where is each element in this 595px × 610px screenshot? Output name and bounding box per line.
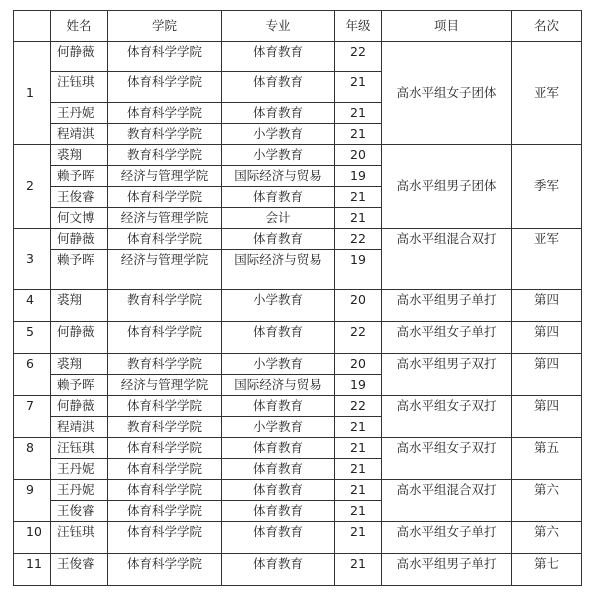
cell-event: 高水平组男子双打 xyxy=(382,354,512,396)
cell-major: 体育教育 xyxy=(222,72,335,103)
cell-grade: 21 xyxy=(335,480,382,501)
cell-grade: 21 xyxy=(335,208,382,229)
cell-no: 2 xyxy=(14,145,51,229)
cell-name: 王俊睿 xyxy=(51,554,108,586)
cell-rank: 第六 xyxy=(512,480,582,522)
cell-school: 体育科学学院 xyxy=(108,103,222,124)
cell-grade: 21 xyxy=(335,522,382,554)
cell-major: 体育教育 xyxy=(222,42,335,72)
cell-name: 何静薇 xyxy=(51,396,108,417)
cell-school: 体育科学学院 xyxy=(108,229,222,250)
cell-school: 体育科学学院 xyxy=(108,72,222,103)
cell-school: 体育科学学院 xyxy=(108,42,222,72)
cell-name: 何静薇 xyxy=(51,229,108,250)
cell-major: 体育教育 xyxy=(222,554,335,586)
cell-grade: 21 xyxy=(335,459,382,480)
cell-grade: 22 xyxy=(335,322,382,354)
cell-rank: 亚军 xyxy=(512,229,582,290)
cell-grade: 21 xyxy=(335,554,382,586)
table-row xyxy=(14,354,582,375)
cell-school: 经济与管理学院 xyxy=(108,208,222,229)
cell-grade: 19 xyxy=(335,375,382,396)
cell-school: 体育科学学院 xyxy=(108,187,222,208)
cell-event: 高水平组女子单打 xyxy=(382,522,512,554)
cell-no: 11 xyxy=(14,554,51,586)
cell-event: 高水平组女子单打 xyxy=(382,322,512,354)
cell-grade: 21 xyxy=(335,103,382,124)
cell-name: 赖予晖 xyxy=(51,375,108,396)
table-row xyxy=(14,480,582,501)
cell-major: 国际经济与贸易 xyxy=(222,375,335,396)
cell-grade: 22 xyxy=(335,396,382,417)
cell-name: 程靖淇 xyxy=(51,124,108,145)
cell-grade: 19 xyxy=(335,250,382,290)
cell-grade: 20 xyxy=(335,290,382,322)
cell-school: 体育科学学院 xyxy=(108,438,222,459)
cell-name: 王丹妮 xyxy=(51,103,108,124)
cell-grade: 20 xyxy=(335,145,382,166)
cell-name: 赖予晖 xyxy=(51,166,108,187)
cell-rank: 第四 xyxy=(512,322,582,354)
table-row xyxy=(14,522,582,554)
cell-rank: 第六 xyxy=(512,522,582,554)
cell-event: 高水平组女子双打 xyxy=(382,396,512,438)
cell-rank: 第七 xyxy=(512,554,582,586)
header-event: 项目 xyxy=(382,11,512,42)
cell-event: 高水平组男子单打 xyxy=(382,290,512,322)
cell-major: 小学教育 xyxy=(222,124,335,145)
cell-major: 体育教育 xyxy=(222,396,335,417)
cell-school: 体育科学学院 xyxy=(108,554,222,586)
header-name: 姓名 xyxy=(51,11,108,42)
cell-school: 经济与管理学院 xyxy=(108,250,222,290)
cell-major: 体育教育 xyxy=(222,322,335,354)
cell-grade: 21 xyxy=(335,124,382,145)
cell-name: 何静薇 xyxy=(51,42,108,72)
cell-name: 王丹妮 xyxy=(51,480,108,501)
cell-school: 教育科学学院 xyxy=(108,290,222,322)
cell-school: 教育科学学院 xyxy=(108,354,222,375)
cell-school: 体育科学学院 xyxy=(108,396,222,417)
cell-grade: 21 xyxy=(335,72,382,103)
cell-rank: 第四 xyxy=(512,396,582,438)
cell-grade: 21 xyxy=(335,187,382,208)
cell-no: 5 xyxy=(14,322,51,354)
cell-event: 高水平组混合双打 xyxy=(382,480,512,522)
cell-name: 王丹妮 xyxy=(51,459,108,480)
cell-major: 小学教育 xyxy=(222,290,335,322)
cell-major: 小学教育 xyxy=(222,145,335,166)
cell-grade: 21 xyxy=(335,438,382,459)
header-rank: 名次 xyxy=(512,11,582,42)
cell-grade: 22 xyxy=(335,42,382,72)
results-table-body xyxy=(14,42,582,586)
cell-major: 会计 xyxy=(222,208,335,229)
results-table xyxy=(13,10,582,586)
cell-name: 何文博 xyxy=(51,208,108,229)
cell-name: 汪钰琪 xyxy=(51,438,108,459)
cell-name: 王俊睿 xyxy=(51,501,108,522)
cell-name: 何静薇 xyxy=(51,322,108,354)
header-school: 学院 xyxy=(108,11,222,42)
cell-school: 体育科学学院 xyxy=(108,522,222,554)
cell-school: 体育科学学院 xyxy=(108,322,222,354)
cell-no: 3 xyxy=(14,229,51,290)
cell-rank: 第四 xyxy=(512,290,582,322)
cell-no: 9 xyxy=(14,480,51,522)
cell-name: 王俊睿 xyxy=(51,187,108,208)
cell-major: 体育教育 xyxy=(222,229,335,250)
cell-school: 教育科学学院 xyxy=(108,124,222,145)
cell-event: 高水平组男子团体 xyxy=(382,145,512,229)
cell-name: 汪钰琪 xyxy=(51,72,108,103)
cell-name: 汪钰琪 xyxy=(51,522,108,554)
cell-school: 教育科学学院 xyxy=(108,417,222,438)
cell-school: 经济与管理学院 xyxy=(108,166,222,187)
cell-major: 国际经济与贸易 xyxy=(222,166,335,187)
cell-school: 经济与管理学院 xyxy=(108,375,222,396)
header-row xyxy=(14,11,582,42)
table-row xyxy=(14,42,582,72)
cell-no: 8 xyxy=(14,438,51,480)
cell-name: 赖予晖 xyxy=(51,250,108,290)
cell-grade: 21 xyxy=(335,417,382,438)
cell-rank: 第四 xyxy=(512,354,582,396)
cell-no: 6 xyxy=(14,354,51,396)
cell-event: 高水平组混合双打 xyxy=(382,229,512,290)
cell-event: 高水平组女子双打 xyxy=(382,438,512,480)
cell-name: 程靖淇 xyxy=(51,417,108,438)
table-row xyxy=(14,229,582,250)
cell-rank: 第五 xyxy=(512,438,582,480)
cell-name: 裘翔 xyxy=(51,290,108,322)
cell-major: 体育教育 xyxy=(222,459,335,480)
cell-grade: 21 xyxy=(335,501,382,522)
cell-school: 体育科学学院 xyxy=(108,480,222,501)
cell-major: 小学教育 xyxy=(222,354,335,375)
table-row xyxy=(14,290,582,322)
cell-grade: 22 xyxy=(335,229,382,250)
cell-name: 裘翔 xyxy=(51,354,108,375)
cell-grade: 19 xyxy=(335,166,382,187)
cell-no: 1 xyxy=(14,42,51,145)
cell-no: 7 xyxy=(14,396,51,438)
cell-event: 高水平组女子团体 xyxy=(382,42,512,145)
cell-major: 小学教育 xyxy=(222,417,335,438)
cell-grade: 20 xyxy=(335,354,382,375)
cell-major: 国际经济与贸易 xyxy=(222,250,335,290)
header-no xyxy=(14,11,51,42)
cell-school: 教育科学学院 xyxy=(108,145,222,166)
cell-major: 体育教育 xyxy=(222,480,335,501)
table-row xyxy=(14,322,582,354)
cell-major: 体育教育 xyxy=(222,103,335,124)
table-row xyxy=(14,396,582,417)
table-row xyxy=(14,438,582,459)
cell-major: 体育教育 xyxy=(222,501,335,522)
table-row xyxy=(14,554,582,586)
table-row xyxy=(14,145,582,166)
cell-event: 高水平组男子单打 xyxy=(382,554,512,586)
header-major: 专业 xyxy=(222,11,335,42)
cell-school: 体育科学学院 xyxy=(108,501,222,522)
cell-rank: 季军 xyxy=(512,145,582,229)
cell-rank: 亚军 xyxy=(512,42,582,145)
cell-no: 4 xyxy=(14,290,51,322)
header-grade: 年级 xyxy=(335,11,382,42)
cell-no: 10 xyxy=(14,522,51,554)
cell-name: 裘翔 xyxy=(51,145,108,166)
cell-major: 体育教育 xyxy=(222,187,335,208)
cell-major: 体育教育 xyxy=(222,522,335,554)
cell-school: 体育科学学院 xyxy=(108,459,222,480)
cell-major: 体育教育 xyxy=(222,438,335,459)
